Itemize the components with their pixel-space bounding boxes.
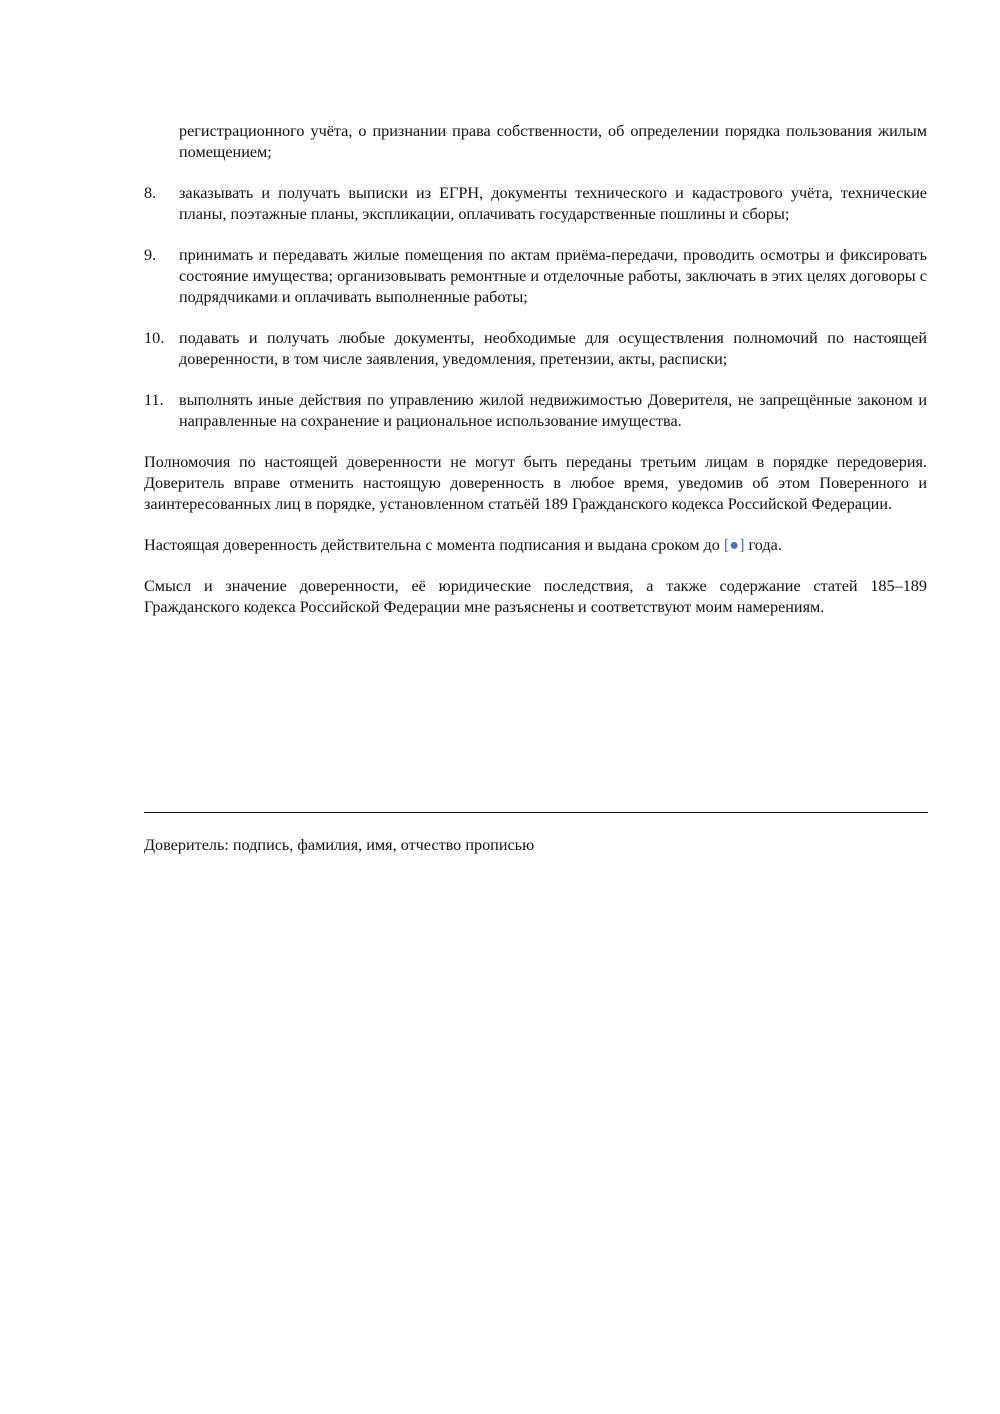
- signature-block: [144, 812, 928, 856]
- list-item-continuation: [144, 121, 927, 163]
- validity-text-after: года.: [744, 536, 782, 554]
- signature-caption: Доверитель: подпись, фамилия, имя, отчество прописью: [144, 836, 535, 854]
- list-item-text: регистрационного учёта, о признании права собственности, об определении порядка пользования жилым помещением;: [179, 122, 927, 161]
- list-item-11: [144, 390, 927, 432]
- list-item-text: принимать и передавать жилые помещения по актам приёма-передачи, проводить осмотры и фиксировать состояние имущества; организовывать ремонтные и отделочные работы, заключать в этих целях договоры с подрядчиками и оплачивать выполненные работы;: [179, 246, 927, 306]
- paragraph-transfer-restriction: Полномочия по настоящей доверенности не могут быть переданы третьим лицам в порядке передоверия. Доверитель вправе отменить настоящую доверенность в любое время, уведомив об этом Поверенного и заинтересованных лиц в порядке, установленном статьёй 189 Гражданского кодекса Российской Федерации.: [144, 453, 927, 513]
- list-item-number: 9.: [144, 246, 157, 264]
- list-item-text: выполнять иные действия по управлению жилой недвижимостью Доверителя, не запрещённые законом и направленные на сохранение и рациональное использование имущества.: [179, 391, 927, 430]
- validity-text-before: Настоящая доверенность действительна с момента подписания и выдана сроком до: [144, 536, 724, 554]
- document-body: [144, 121, 927, 638]
- list-item-number: 11.: [144, 391, 164, 409]
- list-item-8: [144, 183, 927, 225]
- list-item-text: заказывать и получать выписки из ЕГРН, документы технического и кадастрового учёта, технические планы, поэтажные планы, экспликации, оплачивать государственные пошлины и сборы;: [179, 184, 927, 223]
- list-item-number: 8.: [144, 184, 157, 202]
- list-item-number: 10.: [144, 329, 165, 347]
- list-item-text: подавать и получать любые документы, необходимые для осуществления полномочий по настоящей доверенности, в том числе заявления, уведомления, претензии, акты, расписки;: [179, 329, 927, 368]
- paragraph-meaning: Смысл и значение доверенности, её юридические последствия, а также содержание статей 185–189 Гражданского кодекса Российской Федерации мне разъяснены и соответствуют моим намерениям.: [144, 577, 927, 616]
- list-item-10: [144, 328, 927, 370]
- list-item-9: [144, 245, 927, 308]
- paragraph-validity: [144, 535, 927, 556]
- signature-line: [144, 812, 928, 813]
- date-placeholder: [●]: [723, 536, 745, 554]
